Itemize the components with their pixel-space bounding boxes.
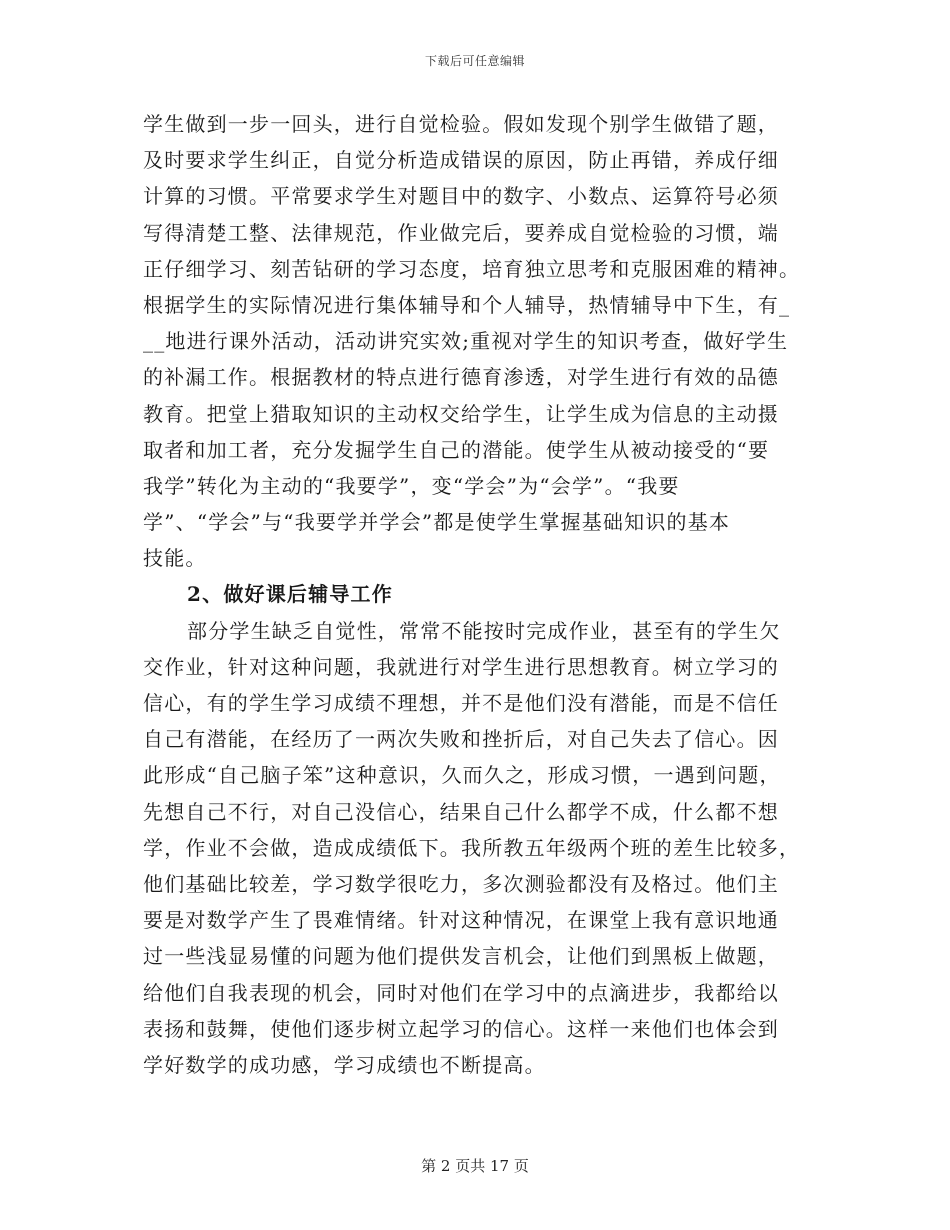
- text-line: 学”、“学会”与“我要学并学会”都是使学生掌握基础知识的基本: [143, 510, 731, 535]
- text-line: 自己有潜能，在经历了一两次失败和挫折后，对自己失去了信心。因: [143, 727, 779, 752]
- page-header: 下载后可任意编辑: [424, 54, 525, 68]
- text-line: 根据学生的实际情况进行集体辅导和个人辅导，热情辅导中下生，有_: [143, 292, 791, 317]
- section-heading: 2、做好课后辅导工作: [187, 582, 393, 607]
- text-line: 此形成“自己脑子笨”这种意识，久而久之，形成习惯，一遇到问题，: [143, 763, 781, 788]
- text-line: 教育。把堂上猎取知识的主动权交给学生，让学生成为信息的主动摄: [143, 401, 779, 426]
- document-body: [143, 106, 808, 1083]
- text-line: 我学”转化为主动的“我要学”，变“学会”为“会学”。“我要: [143, 473, 680, 498]
- text-line: 学生做到一步一回头，进行自觉检验。假如发现个别学生做错了题，: [143, 112, 779, 136]
- text-line: 表扬和鼓舞，使他们逐步树立起学习的信心。这样一来他们也体会到: [143, 1016, 779, 1041]
- text-line: 计算的习惯。平常要求学生对题目中的数字、小数点、运算符号必须: [143, 184, 779, 209]
- text-line: __地进行课外活动，活动讲究实效;重视对学生的知识考查，做好学生: [143, 329, 789, 354]
- text-line: 过一些浅显易懂的问题为他们提供发言机会，让他们到黑板上做题，: [143, 944, 779, 969]
- text-line: 取者和加工者，充分发掘学生自己的潜能。使学生从被动接受的“要: [143, 437, 770, 462]
- text-line: 学，作业不会做，造成成绩低下。我所教五年级两个班的差生比较多，: [143, 835, 801, 860]
- text-line: 技能。: [143, 546, 207, 571]
- page-number: 第 2 页共 17 页: [421, 1157, 529, 1175]
- text-line: 要是对数学产生了畏难情绪。针对这种情况，在课堂上我有意识地通: [143, 908, 779, 933]
- text-line: 交作业，针对这种问题，我就进行对学生进行思想教育。树立学习的: [143, 654, 779, 679]
- paragraph: [143, 613, 808, 1083]
- text-line: 学好数学的成功感，学习成绩也不断提高。: [143, 1052, 546, 1077]
- text-line: 的补漏工作。根据教材的特点进行德育渗透，对学生进行有效的品德: [143, 365, 779, 390]
- text-line: 信心，有的学生学习成绩不理想，并不是他们没有潜能，而是不信任: [143, 691, 779, 715]
- text-line: 写得清楚工整、法律规范，作业做完后，要养成自觉检验的习惯，端: [143, 220, 779, 245]
- text-line: 及时要求学生纠正，自觉分析造成错误的原因，防止再错，养成仔细: [143, 148, 779, 173]
- text-line: 先想自己不行，对自己没信心，结果自己什么都学不成，什么都不想: [143, 799, 779, 824]
- paragraph: [143, 106, 808, 576]
- text-line: 给他们自我表现的机会，同时对他们在学习中的点滴进步，我都给以: [143, 980, 779, 1005]
- text-line: 部分学生缺乏自觉性，常常不能按时完成作业，甚至有的学生欠: [187, 618, 781, 643]
- text-line: 他们基础比较差，学习数学很吃力，多次测验都没有及格过。他们主: [143, 871, 779, 896]
- text-line: 正仔细学习、刻苦钻研的学习态度，培育独立思考和克服困难的精神。: [143, 256, 801, 281]
